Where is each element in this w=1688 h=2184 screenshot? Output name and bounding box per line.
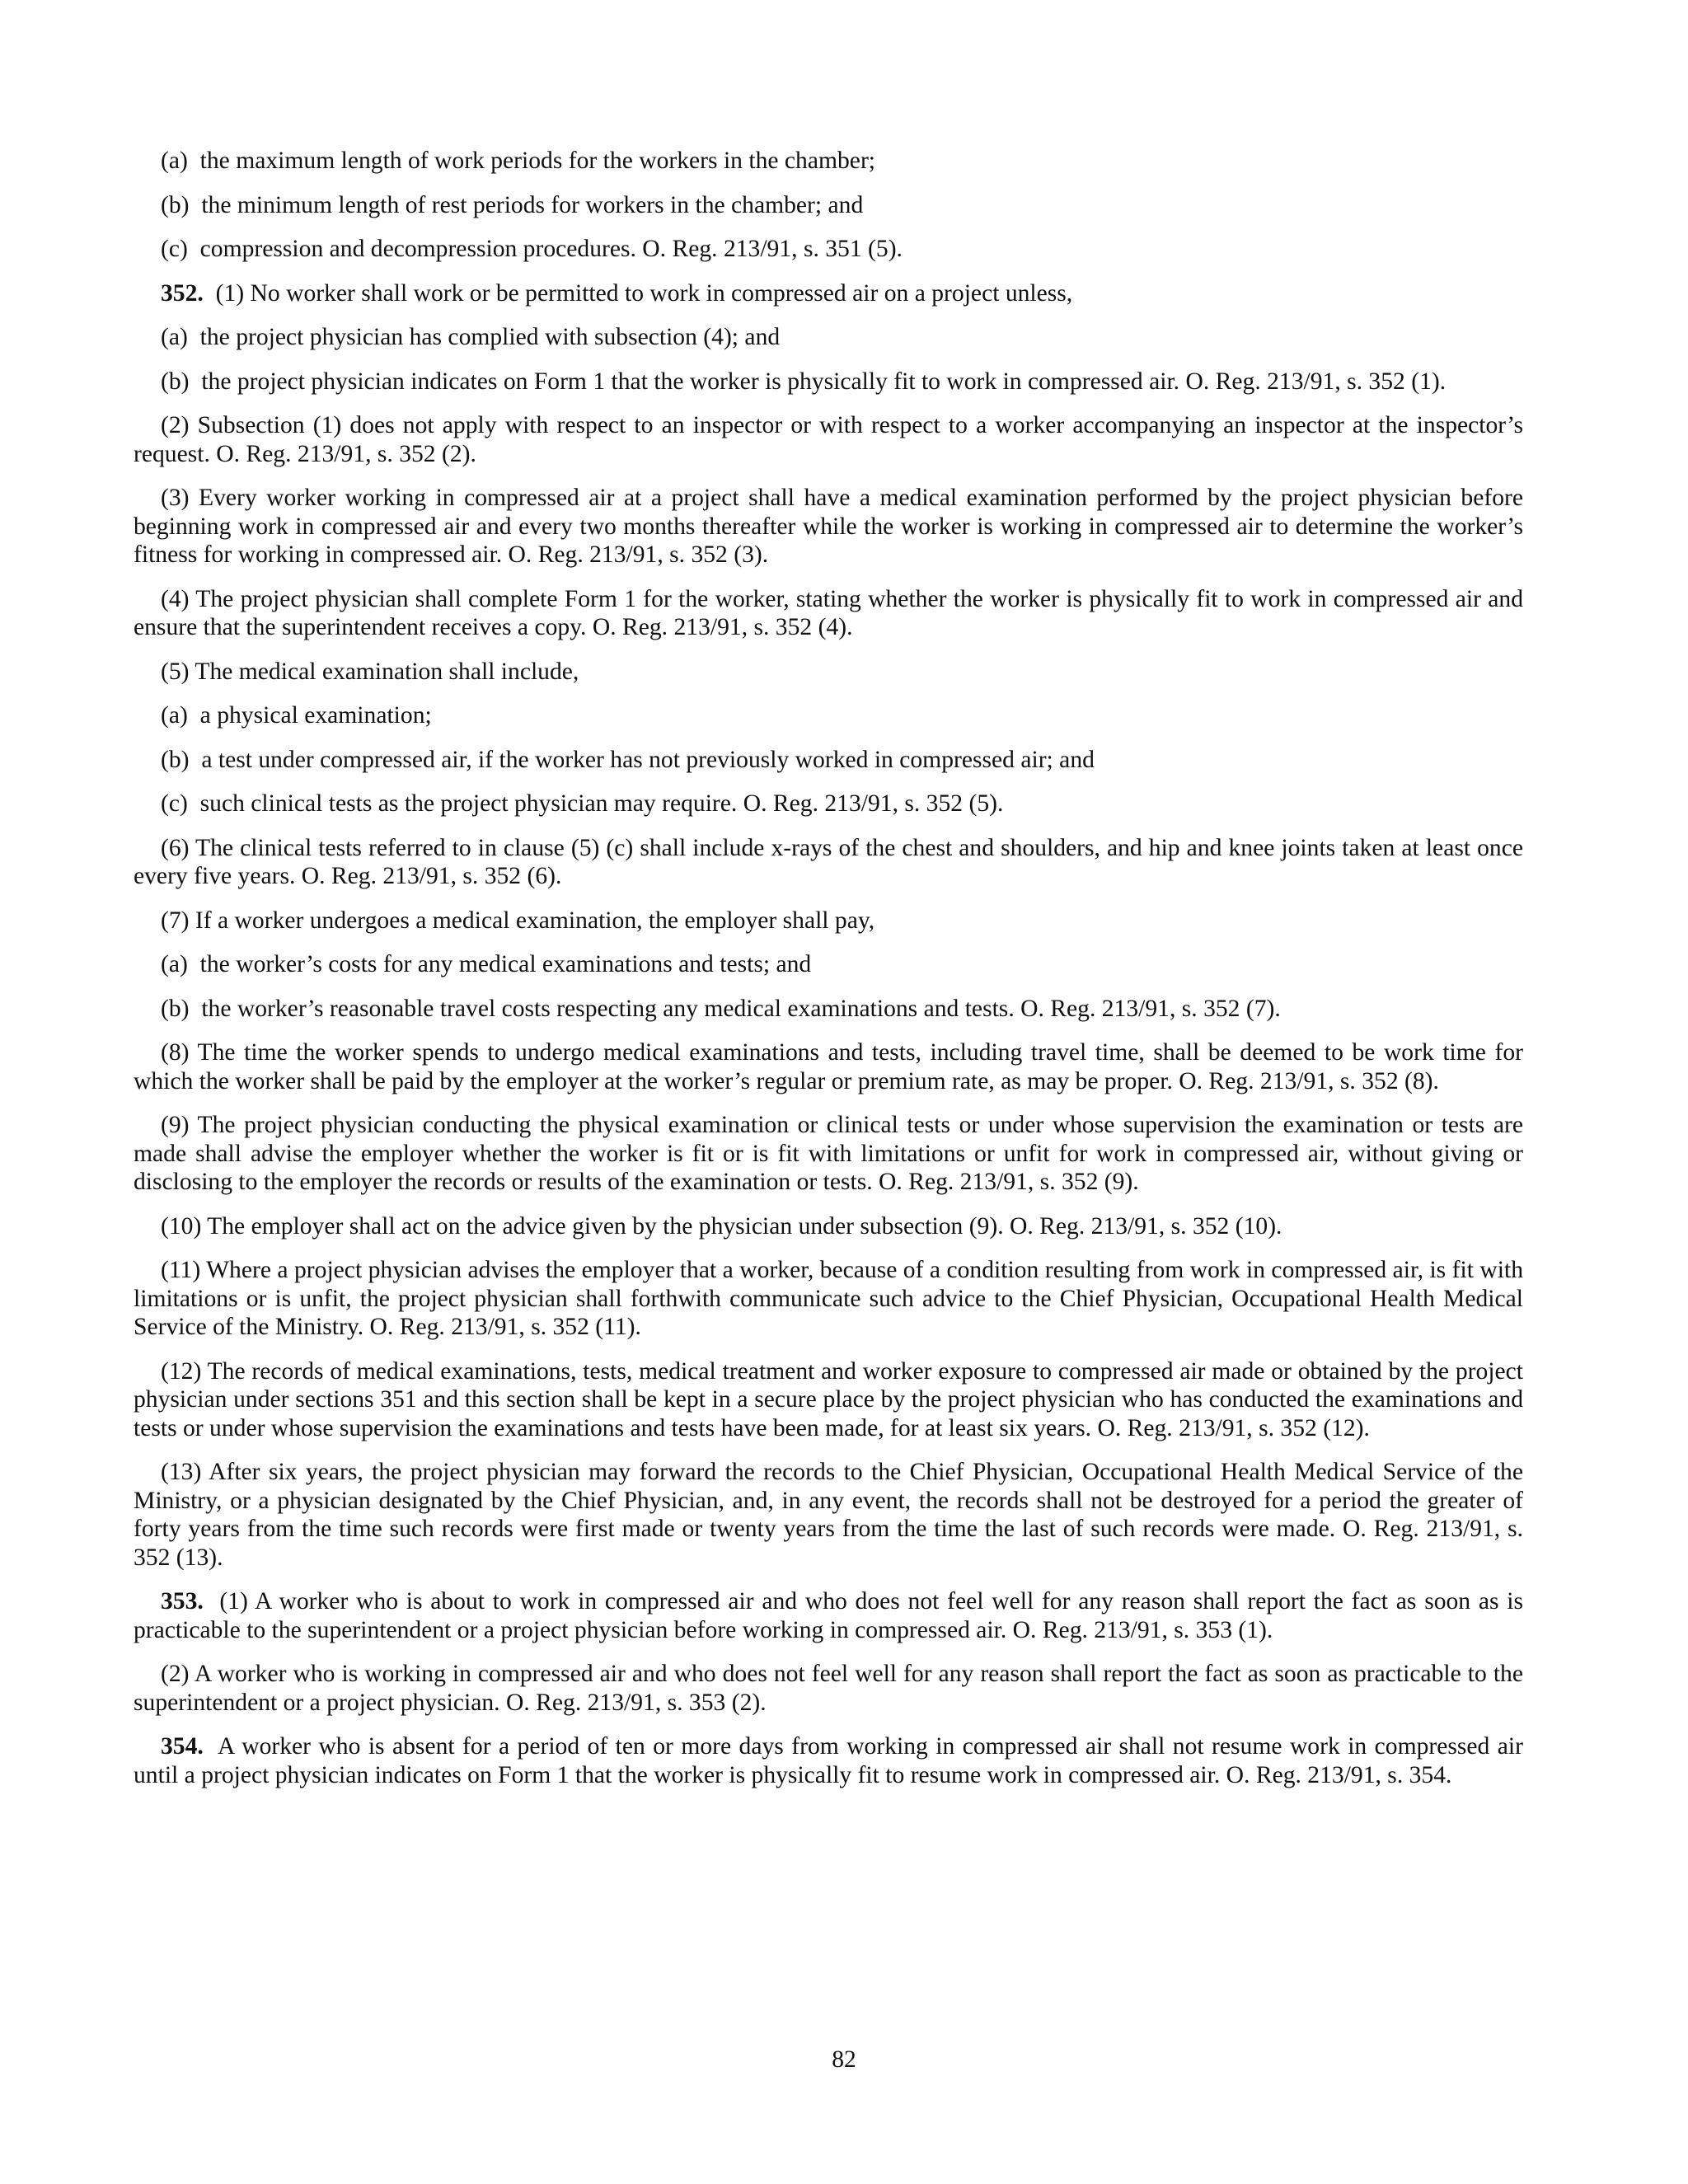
clause-label: (b) (161, 995, 190, 1022)
clause-paragraph (134, 235, 1523, 264)
clause-text: the worker’s costs for any medical examinations and tests; and (199, 951, 812, 977)
clause-text: the maximum length of work periods for the workers in the chamber; (199, 148, 876, 174)
clause-label: (a) (161, 148, 188, 174)
section-number: 352. (161, 279, 204, 307)
clause-paragraph (134, 701, 1523, 730)
section-paragraph (134, 1587, 1523, 1644)
clause-text: the project physician indicates on Form 1 that the worker is physically fit to work in compressed air. O. Reg. 213/91, s. 352 (1). (201, 368, 1447, 395)
subsection-paragraph: (13) After six years, the project physician may forward the records to the Chief Physician, Occupational Health Medical Service of the Ministry, or a physician designated by the Chief Physician, and, in any event, the records shall not be destroyed for a period the greater of forty years from the time such records were first made or twenty years from the time the last of such records were made. O. Reg. 213/91, s. 352 (13). (134, 1459, 1523, 1571)
clause-text: the project physician has complied with subsection (4); and (199, 324, 781, 350)
section-paragraph (134, 279, 1523, 308)
subsection-paragraph: (6) The clinical tests referred to in clause (5) (c) shall include x-rays of the chest and shoulders, and hip and knee joints taken at least once every five years. O. Reg. 213/91, s. 352 (6). (134, 834, 1523, 889)
clause-label: (a) (161, 702, 188, 729)
section-text: (1) A worker who is about to work in compressed air and who does not feel well for any reason shall report the fact as soon as is practicable to the superintendent or a project physician before working in compressed air. O. Reg. 213/91, s. 353 (1). (134, 1588, 1524, 1643)
subsection-paragraph: (12) The records of medical examinations, tests, medical treatment and worker exposure to compressed air made or obtained by the project physician under sections 351 and this section shall be kept in a secure place by the project physician who has conducted the examinations and tests or under whose supervision the examinations and tests have been made, for at least six years. O. Reg. 213/91, s. 352 (12). (134, 1357, 1523, 1441)
clause-label: (c) (161, 236, 188, 262)
subsection-paragraph: (8) The time the worker spends to undergo medical examinations and tests, including travel time, shall be deemed to be work time for which the worker shall be paid by the employer at the worker’s regular or premium rate, as may be proper. O. Reg. 213/91, s. 352 (8). (134, 1039, 1523, 1094)
clause-paragraph (134, 368, 1523, 396)
clause-label: (c) (161, 790, 188, 817)
page-number: 82 (832, 2046, 856, 2073)
clause-paragraph (134, 147, 1523, 176)
clause-label: (b) (161, 368, 190, 395)
subsection-paragraph: (7) If a worker undergoes a medical examination, the employer shall pay, (161, 907, 875, 934)
clause-paragraph (134, 995, 1523, 1024)
clause-paragraph (134, 746, 1523, 775)
subsection-paragraph: (10) The employer shall act on the advice given by the physician under subsection (9). O. Reg. 213/91, s. 352 (10). (161, 1212, 1282, 1240)
clause-paragraph (134, 790, 1523, 818)
clause-label: (b) (161, 746, 190, 773)
subsection-paragraph: (3) Every worker working in compressed air at a project shall have a medical examination performed by the project physician before beginning work in compressed air and every two months thereafter while the worker is working in compressed air to determine the worker’s fitness for working in compressed air. O. Reg. 213/91, s. 352 (3). (134, 485, 1523, 568)
clause-text: the minimum length of rest periods for workers in the chamber; and (201, 191, 864, 218)
clause-text: the worker’s reasonable travel costs respecting any medical examinations and tests. O. Reg. 213/91, s. 352 (7). (201, 995, 1281, 1022)
subsection-paragraph: (4) The project physician shall complete Form 1 for the worker, stating whether the worker is physically fit to work in compressed air and ensure that the superintendent receives a copy. O. Reg. 213/91, s. 352 (4). (134, 585, 1523, 640)
subsection-paragraph: (5) The medical examination shall include, (161, 658, 579, 685)
subsection-paragraph: (2) A worker who is working in compressed air and who does not feel well for any reason shall report the fact as soon as practicable to the superintendent or a project physician. O. Reg. 213/91, s. 353 (2). (134, 1661, 1523, 1716)
clause-label: (a) (161, 951, 188, 977)
clause-paragraph (134, 191, 1523, 220)
clause-paragraph (134, 950, 1523, 979)
clause-text: a test under compressed air, if the worker has not previously worked in compressed air; and (201, 746, 1095, 773)
section-text: A worker who is absent for a period of ten or more days from working in compressed air shall not resume work in compressed air until a project physician indicates on Form 1 that the worker is physically fit to resume work in compressed air. O. Reg. 213/91, s. 354. (134, 1733, 1523, 1788)
clause-text: compression and decompression procedures. O. Reg. 213/91, s. 351 (5). (199, 236, 903, 262)
clause-text: such clinical tests as the project physician may require. O. Reg. 213/91, s. 352 (5). (199, 790, 1004, 817)
clause-text: a physical examination; (199, 702, 432, 729)
section-text: (1) No worker shall work or be permitted to work in compressed air on a project unless, (215, 279, 1073, 307)
clause-paragraph (134, 323, 1523, 352)
subsection-paragraph: (2) Subsection (1) does not apply with respect to an inspector or with respect to a worker accompanying an inspector at the inspector’s request. O. Reg. 213/91, s. 352 (2). (134, 412, 1523, 467)
clause-label: (a) (161, 324, 188, 350)
document-body (134, 147, 1523, 1805)
subsection-paragraph: (11) Where a project physician advises the employer that a worker, because of a condition resulting from work in compressed air, is fit with limitations or is unfit, the project physician shall forthwith communicate such advice to the Chief Physician, Occupational Health Medical Service of the Ministry. O. Reg. 213/91, s. 352 (11). (134, 1257, 1523, 1340)
section-number: 354. (161, 1733, 204, 1760)
section-paragraph (134, 1732, 1523, 1789)
subsection-paragraph: (9) The project physician conducting the physical examination or clinical tests or under whose supervision the examination or tests are made shall advise the employer whether the worker is fit or is fit with limitations or unfit for work in compressed air, without giving or disclosing to the employer the records or results of the examination or tests. O. Reg. 213/91, s. 352 (9). (134, 1112, 1523, 1195)
section-number: 353. (161, 1588, 204, 1615)
clause-label: (b) (161, 191, 190, 218)
